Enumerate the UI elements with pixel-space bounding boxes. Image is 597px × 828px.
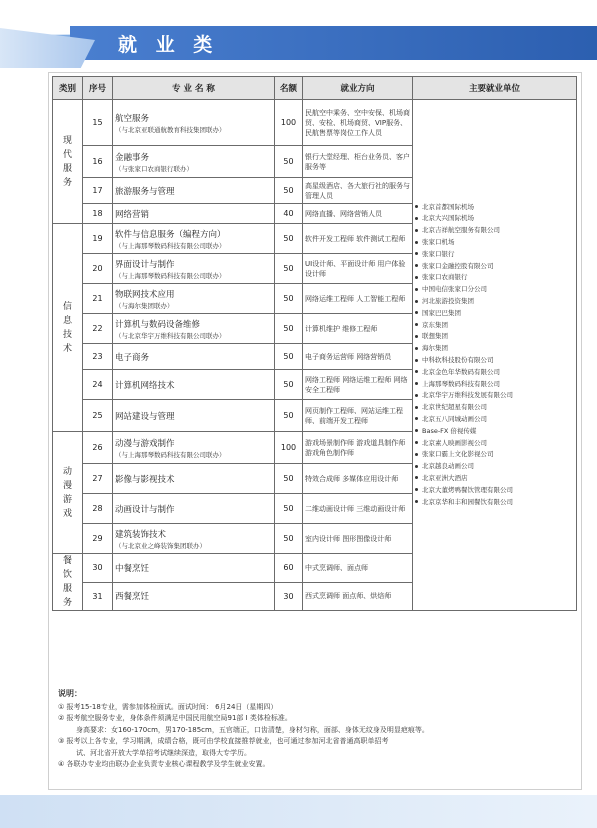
header-number: 序号 (83, 77, 113, 100)
category-label: 现代服务 (62, 135, 72, 188)
unit-item (415, 426, 574, 438)
direction-cell: 网络直播、网络营销人员 (303, 204, 413, 224)
unit-name: 张家口机场 (422, 238, 455, 247)
unit-item (415, 308, 574, 320)
major-partner: （与北京华宇万维科技有限公司联办） (115, 331, 226, 340)
unit-item (415, 249, 574, 261)
quota-cell: 40 (275, 204, 303, 224)
bullet-icon (415, 359, 418, 362)
unit-item (415, 284, 574, 296)
direction-cell: 网络工程师 网络运维工程师 网络安全工程师 (303, 370, 413, 400)
unit-name: 北京亚洲大酒店 (422, 473, 468, 482)
unit-name: 上海那琴数码科技有限公司 (422, 379, 500, 388)
table-row (53, 100, 577, 146)
direction-cell: 游戏场景制作师 游戏道具制作师 游戏角色制作师 (303, 432, 413, 464)
direction-cell: 中式烹调师、面点师 (303, 554, 413, 583)
category-cell (53, 432, 83, 554)
unit-name: 北京大董烤鸭餐饮管理有限公司 (422, 485, 513, 494)
bullet-icon (415, 394, 418, 397)
row-number: 25 (83, 400, 113, 432)
header-category: 类别 (53, 77, 83, 100)
major-name: 电子商务 (115, 352, 150, 363)
bullet-icon (415, 500, 418, 503)
unit-item (415, 461, 574, 473)
quota-cell: 50 (275, 254, 303, 284)
unit-name: 张家口银行 (422, 249, 455, 258)
bullet-icon (415, 453, 418, 456)
note-line: ② 报考航空服务专业，身体条件须满足中国民用航空局91部 I 类体检标准。 (58, 714, 292, 722)
unit-name: 北京世纪超星有限公司 (422, 403, 487, 412)
bullet-icon (415, 205, 418, 208)
category-cell (53, 554, 83, 611)
unit-name: 河北旅游投资集团 (422, 297, 474, 306)
unit-name: 张家口农商银行 (422, 273, 468, 282)
major-cell (113, 100, 275, 146)
major-cell (113, 524, 275, 554)
quota-cell: 30 (275, 582, 303, 611)
row-number: 24 (83, 370, 113, 400)
unit-item (415, 296, 574, 308)
unit-name: 北京华宇万维科技发展有限公司 (422, 391, 513, 400)
unit-item (415, 367, 574, 379)
unit-item (415, 390, 574, 402)
row-number: 15 (83, 100, 113, 146)
major-name: 金融事务 (115, 152, 150, 163)
major-name: 网站建设与管理 (115, 411, 175, 422)
direction-cell: 民航空中乘务、空中安保、机场商贸、安检、机场商贸、VIP服务、民航售票等岗位工作人员 (303, 100, 413, 146)
row-number: 19 (83, 224, 113, 254)
major-name: 航空服务 (115, 113, 150, 124)
row-number: 23 (83, 344, 113, 370)
table-header-row (53, 77, 577, 100)
category-label: 信息技术 (62, 301, 72, 354)
major-cell (113, 178, 275, 204)
bullet-icon (415, 264, 418, 267)
major-cell (113, 254, 275, 284)
unit-item (415, 438, 574, 450)
note-line: 身高要求：女160-170cm，男170-185cm，五官端正，口齿清楚，身材匀称，面部、身体无纹身及明显疤痕等。 (76, 725, 429, 734)
major-partner: （与北京亚联通航教育科技集团联办） (115, 125, 226, 134)
major-name: 中餐烹饪 (115, 563, 150, 574)
unit-item (415, 497, 574, 509)
direction-cell: 网络运维工程师 人工智能工程师 (303, 284, 413, 314)
units-cell (413, 100, 577, 611)
unit-item (415, 402, 574, 414)
major-partner: （与上海那琴数码科技有限公司联办） (115, 450, 226, 459)
quota-cell: 50 (275, 464, 303, 494)
category-label: 餐饮服务 (62, 556, 72, 608)
row-number: 26 (83, 432, 113, 464)
major-cell (113, 146, 275, 178)
direction-cell: 电子商务运营师 网络营销员 (303, 344, 413, 370)
note-line: ④ 各联办专业均由联办企业负责专业核心课程教学及学生就业安置。 (58, 760, 270, 768)
header-direction: 就业方向 (303, 77, 413, 100)
direction-cell: 软件开发工程师 软件测试工程师 (303, 224, 413, 254)
unit-name: 北京金色年华数码有限公司 (422, 367, 500, 376)
note-line: 试、河北省开放大学单招考试继续深造，取得大专学历。 (76, 748, 251, 757)
unit-name: 京东集团 (422, 320, 448, 329)
major-name: 计算机网络技术 (115, 380, 175, 391)
unit-item (415, 213, 574, 225)
bullet-icon (415, 465, 418, 468)
unit-item (415, 225, 574, 237)
quota-cell: 50 (275, 284, 303, 314)
quota-cell: 50 (275, 400, 303, 432)
unit-name: 联想集团 (422, 332, 448, 341)
note-line: ① 报考15-18专业，需参加体检面试。面试时间： 6月24日（星期四） (58, 702, 278, 711)
direction-cell: 西式烹调师 面点师、烘焙师 (303, 582, 413, 611)
direction-cell: 网页制作工程师、网站运维工程师、前端开发工程师 (303, 400, 413, 432)
header-quota: 名额 (275, 77, 303, 100)
quota-cell: 50 (275, 524, 303, 554)
major-partner: （与海尔集团联办） (115, 301, 174, 310)
unit-item (415, 379, 574, 391)
row-number: 31 (83, 582, 113, 611)
header-units: 主要就业单位 (413, 77, 577, 100)
unit-name: Base-FX 倍视传媒 (422, 426, 477, 435)
bullet-icon (415, 417, 418, 420)
major-cell (113, 400, 275, 432)
quota-cell: 60 (275, 554, 303, 583)
unit-name: 北京越良动画公司 (422, 462, 474, 471)
bullet-icon (415, 406, 418, 409)
page-title: 就 业 类 (118, 34, 219, 56)
unit-item (415, 202, 574, 214)
direction-cell: 银行大堂经理、柜台业务员、客户服务等 (303, 146, 413, 178)
row-number: 20 (83, 254, 113, 284)
bullet-icon (415, 382, 418, 385)
unit-name: 北京素人映画影视公司 (422, 438, 487, 447)
major-cell (113, 464, 275, 494)
major-name: 建筑装饰技术 (115, 529, 167, 540)
unit-name: 中国电信张家口分公司 (422, 285, 487, 294)
row-number: 16 (83, 146, 113, 178)
category-label: 动漫游戏 (62, 466, 72, 519)
unit-item (415, 343, 574, 355)
bullet-icon (415, 252, 418, 255)
unit-item (415, 272, 574, 284)
bullet-icon (415, 441, 418, 444)
direction-cell: 二维动画设计师 三维动画设计师 (303, 494, 413, 524)
row-number: 29 (83, 524, 113, 554)
unit-name: 北京大兴国际机场 (422, 214, 474, 223)
major-partner: （与张家口农商银行联办） (115, 164, 193, 173)
unit-name: 北京吉祥航空服务有限公司 (422, 226, 500, 235)
major-cell (113, 224, 275, 254)
quota-cell: 50 (275, 224, 303, 254)
major-partner: （与上海那琴数码科技有限公司联办） (115, 271, 226, 280)
note-line: ③ 报考以上各专业，学习期满，成绩合格，既可由学校直接推荐就业，也可通过参加河北省普通高职单招考 (58, 737, 389, 745)
bullet-icon (415, 288, 418, 291)
quota-cell: 50 (275, 344, 303, 370)
unit-item (415, 320, 574, 332)
direction-cell: 高星级酒店、各大旅行社的服务与管理人员 (303, 178, 413, 204)
unit-name: 北京京华和丰和园餐饮有限公司 (422, 497, 513, 506)
row-number: 27 (83, 464, 113, 494)
major-cell (113, 582, 275, 611)
row-number: 18 (83, 204, 113, 224)
major-name: 物联网技术应用 (115, 289, 175, 300)
major-cell (113, 370, 275, 400)
major-name: 动画设计与制作 (115, 504, 175, 515)
quota-cell: 50 (275, 494, 303, 524)
major-name: 影像与影视技术 (115, 474, 175, 485)
quota-cell: 50 (275, 370, 303, 400)
major-name: 软件与信息服务（编程方向） (115, 229, 226, 240)
direction-cell: UI设计师、平面设计师 用户体验设计师 (303, 254, 413, 284)
major-partner: （与上海那琴数码科技有限公司联办） (115, 241, 226, 250)
row-number: 22 (83, 314, 113, 344)
bullet-icon (415, 488, 418, 491)
bullet-icon (415, 323, 418, 326)
unit-item (415, 449, 574, 461)
direction-cell: 特效合成师 多媒体应用设计师 (303, 464, 413, 494)
header-major: 专 业 名 称 (113, 77, 275, 100)
header-band (0, 0, 597, 70)
unit-item (415, 331, 574, 343)
category-cell (53, 224, 83, 432)
row-number: 28 (83, 494, 113, 524)
major-cell (113, 204, 275, 224)
unit-item (415, 414, 574, 426)
major-name: 网络营销 (115, 209, 150, 220)
unit-name: 国家巴巴集团 (422, 308, 461, 317)
quota-cell: 50 (275, 146, 303, 178)
unit-name: 北京首都国际机场 (422, 202, 474, 211)
unit-name: 张家口霸上文化影视公司 (422, 450, 494, 459)
row-number: 21 (83, 284, 113, 314)
unit-name: 海尔集团 (422, 344, 448, 353)
bullet-icon (415, 300, 418, 303)
bullet-icon (415, 241, 418, 244)
unit-item (415, 261, 574, 273)
bullet-icon (415, 217, 418, 220)
major-name: 旅游服务与管理 (115, 186, 175, 197)
major-name: 动漫与游戏制作 (115, 438, 175, 449)
notes-section (58, 688, 573, 771)
unit-name: 张家口金融控股有限公司 (422, 261, 494, 270)
major-cell (113, 554, 275, 583)
bullet-icon (415, 347, 418, 350)
bullet-icon (415, 429, 418, 432)
notes-title: 说明： (58, 689, 82, 698)
unit-item (415, 485, 574, 497)
quota-cell: 100 (275, 100, 303, 146)
major-cell (113, 314, 275, 344)
direction-cell: 计算机维护 维修工程师 (303, 314, 413, 344)
major-cell (113, 344, 275, 370)
major-name: 计算机与数码设备维修 (115, 319, 201, 330)
major-cell (113, 432, 275, 464)
majors-table (52, 76, 577, 611)
major-cell (113, 284, 275, 314)
direction-cell: 室内设计师 图形图像设计师 (303, 524, 413, 554)
major-name: 界面设计与制作 (115, 259, 175, 270)
footer-band (0, 795, 597, 828)
bullet-icon (415, 229, 418, 232)
unit-name: 中科软科技股份有限公司 (422, 356, 494, 364)
major-name: 西餐烹饪 (115, 592, 150, 603)
row-number: 17 (83, 178, 113, 204)
bullet-icon (415, 276, 418, 279)
category-cell (53, 100, 83, 224)
quota-cell: 50 (275, 178, 303, 204)
bullet-icon (415, 370, 418, 373)
unit-item (415, 473, 574, 485)
bullet-icon (415, 335, 418, 338)
bullet-icon (415, 311, 418, 314)
row-number: 30 (83, 554, 113, 583)
unit-item (415, 237, 574, 249)
quota-cell: 50 (275, 314, 303, 344)
unit-name: 北京五八同城动画公司 (422, 414, 487, 423)
quota-cell: 100 (275, 432, 303, 464)
bullet-icon (415, 476, 418, 479)
unit-item (415, 355, 574, 367)
major-partner: （与北京业之峰装饰集团联办） (115, 541, 206, 550)
major-cell (113, 494, 275, 524)
